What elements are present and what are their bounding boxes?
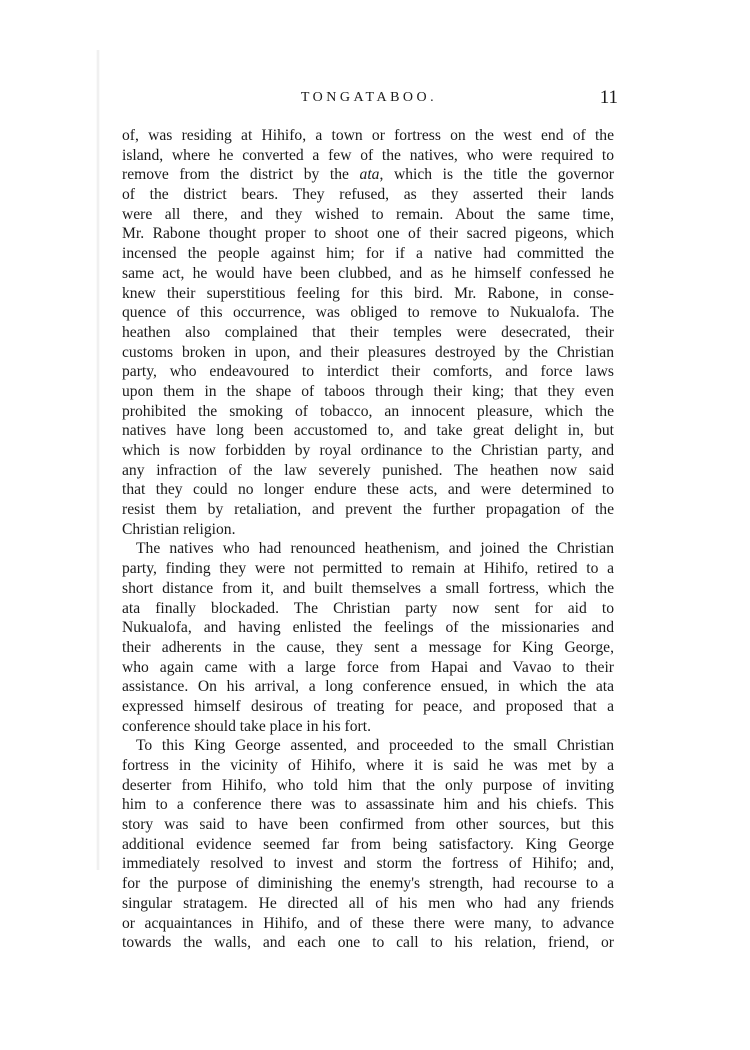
text-line: incensed the people against him; for if a native had committed the <box>122 245 614 263</box>
text-line: expressed himself desirous of treating for peace, and proposed that a <box>122 697 614 715</box>
text-line: knew their superstitious feeling for this bird. Mr. Rabone, in conse- <box>122 284 614 302</box>
text-line: assistance. On his arrival, a long conference ensued, in which the ata <box>122 678 614 696</box>
text-line: party, who endeavoured to interdict their comforts, and force laws <box>122 363 614 381</box>
text-line: resist them by retaliation, and prevent the further propagation of the <box>122 501 614 519</box>
text-line: natives have long been accustomed to, and take great delight in, but <box>122 422 614 440</box>
text-line: story was said to have been confirmed from other sources, but this <box>122 816 614 834</box>
body-text <box>122 126 614 953</box>
text-line: upon them in the shape of taboos through their king; that they even <box>122 382 614 400</box>
text-line: To this King George assented, and proceeded to the small Christian <box>136 737 614 755</box>
text-line: any infraction of the law severely punished. The heathen now said <box>122 461 614 479</box>
binding-shadow <box>96 50 100 870</box>
text-line: Christian religion. <box>122 520 236 538</box>
text-line: fortress in the vicinity of Hihifo, where it is said he was met by a <box>122 757 614 774</box>
text-line: ata finally blockaded. The Christian party now sent for aid to <box>122 599 614 617</box>
text-line: that they could no longer endure these acts, and were determined to <box>122 481 614 499</box>
text-line: short distance from it, and built themselves a small fortress, which the <box>122 579 614 597</box>
running-title: TONGATABOO. <box>300 90 438 105</box>
italic-term-ata: ata <box>359 166 380 184</box>
text-line: which is now forbidden by royal ordinance to the Christian party, and <box>122 442 614 459</box>
text-line: additional evidence seemed far from being satisfactory. King George <box>122 835 614 853</box>
text-line: same act, he would have been clubbed, and as he himself confessed he <box>122 264 614 282</box>
text-line: who again came with a large force from Hapai and Vavao to their <box>122 658 614 676</box>
text-line: of, was residing at Hihifo, a town or fortress on the west end of the <box>122 127 614 144</box>
text-line: conference should take place in his fort. <box>122 717 371 735</box>
text-line: Mr. Rabone thought proper to shoot one of their sacred pigeons, which <box>122 225 614 243</box>
text-line: customs broken in upon, and their pleasures destroyed by the Christian <box>122 343 614 361</box>
text-line: their adherents in the cause, they sent a message for King George, <box>122 638 614 656</box>
text-line: island, where he converted a few of the natives, who were required to <box>122 146 614 164</box>
text-line: deserter from Hihifo, who told him that the only purpose of inviting <box>122 776 614 794</box>
text-line: heathen also complained that their temples were desecrated, their <box>122 323 614 341</box>
text-line: party, finding they were not permitted to remain at Hihifo, retired to a <box>122 560 614 578</box>
text-line: or acquaintances in Hihifo, and of these there were many, to advance <box>122 914 614 932</box>
page-header <box>120 87 618 114</box>
text-line: prohibited the smoking of tobacco, an innocent pleasure, which the <box>122 402 614 420</box>
text-line: for the purpose of diminishing the enemy's strength, had recourse to a <box>122 875 614 893</box>
text-line: towards the walls, and each one to call to his relation, friend, or <box>122 934 614 952</box>
text-line: him to a conference there was to assassinate him and his chiefs. This <box>122 796 614 814</box>
text-line: The natives who had renounced heathenism, and joined the Christian <box>136 540 614 558</box>
text-line: quence of this occurrence, was obliged to remove to Nukualofa. The <box>122 304 614 322</box>
text-line: singular stratagem. He directed all of his men who had any friends <box>122 894 614 912</box>
text-line: were all there, and they wished to remain. About the same time, <box>122 205 614 223</box>
text-line: Nukualofa, and having enlisted the feelings of the missionaries and <box>122 619 614 637</box>
text-line: of the district bears. They refused, as they asserted their lands <box>122 186 614 204</box>
text-line: remove from the district by the ata, which is the title the governor <box>122 166 614 184</box>
page-number: 11 <box>599 87 618 108</box>
text-line: immediately resolved to invest and storm the fortress of Hihifo; and, <box>122 855 614 873</box>
